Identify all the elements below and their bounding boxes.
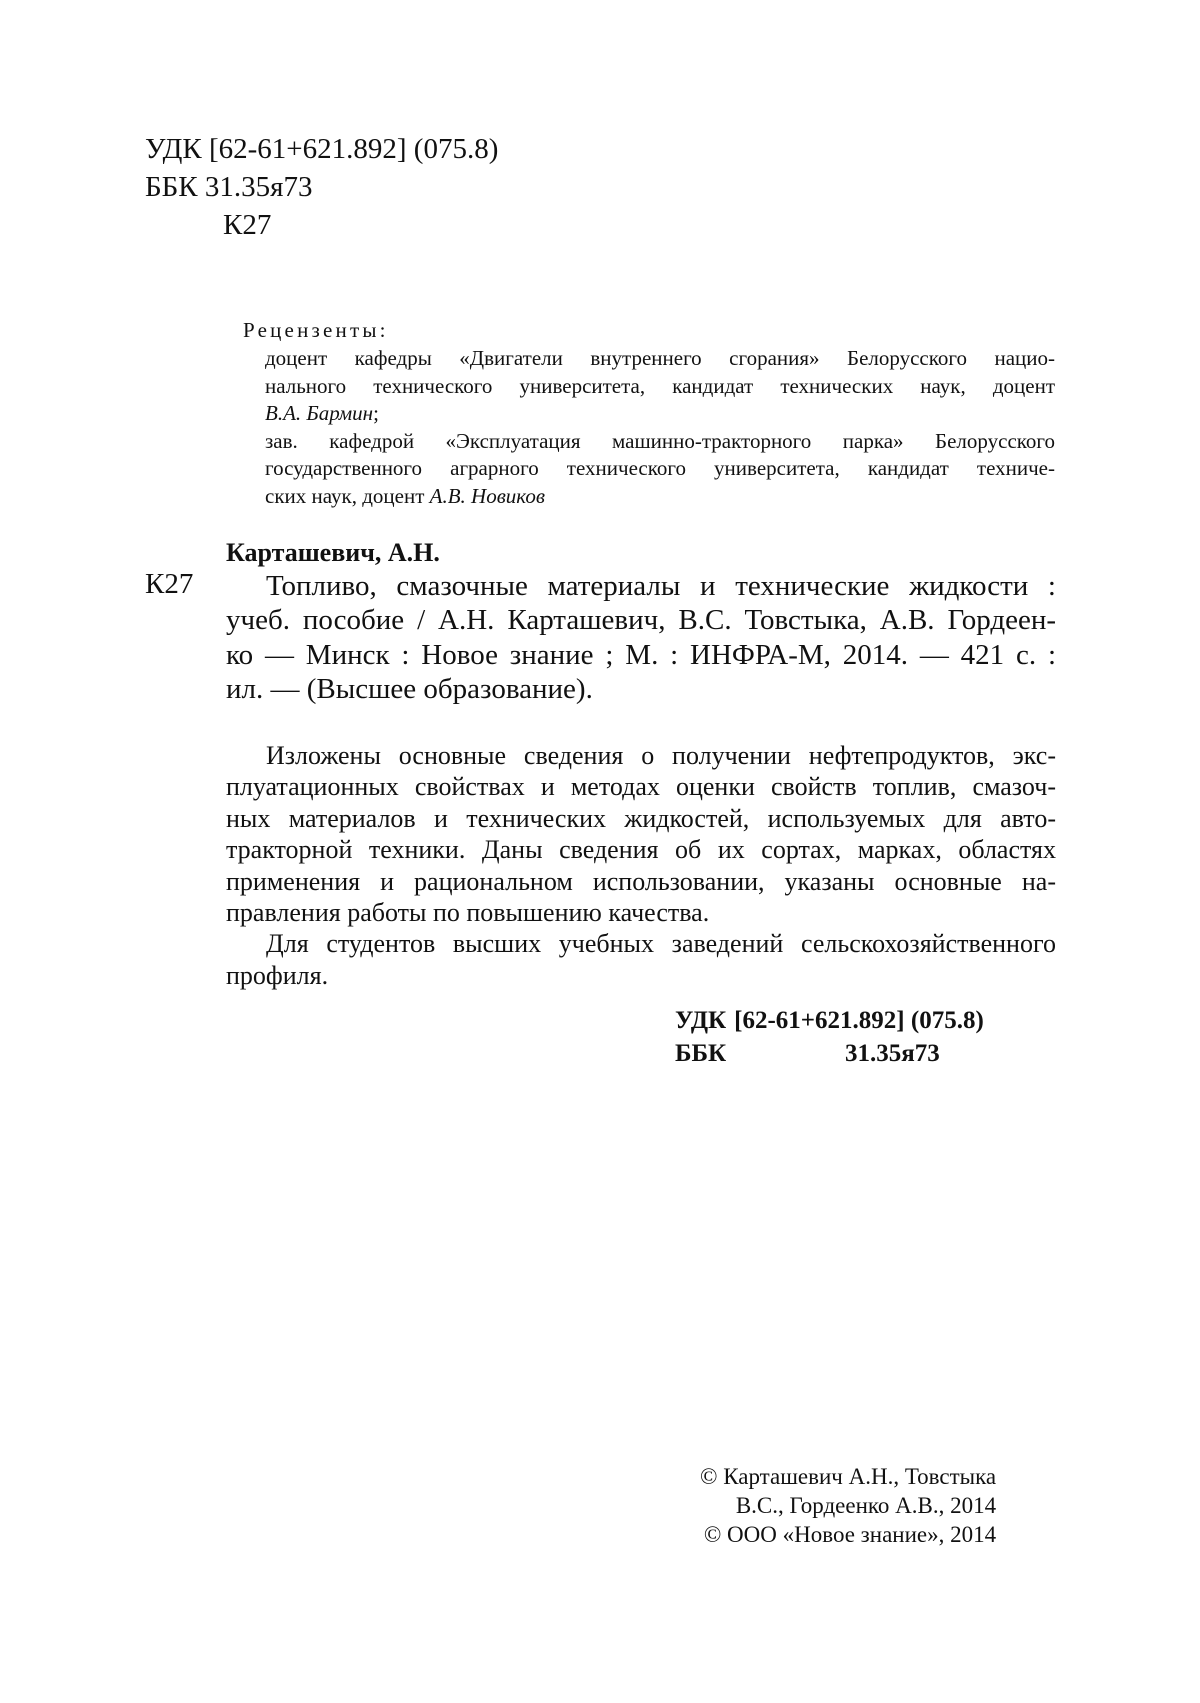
- bib-line: ко — Минск : Новое знание ; М. : ИНФРА-М, 2014. — 421 с. :: [226, 638, 1056, 671]
- reviewer-2-line: государственного аграрного технического университета, кандидат техниче-: [265, 456, 1055, 481]
- reviewer-2-name: А.В. Новиков: [429, 483, 545, 508]
- annotation-line: Для студентов высших учебных заведений сельскохозяйственного: [266, 929, 1056, 959]
- bbk-code: ББК 31.35я73: [145, 171, 313, 203]
- bibliographic-description: [226, 569, 1056, 707]
- author-name: Карташевич, А.Н.: [226, 538, 440, 567]
- copyright-line: © ООО «Новое знание», 2014: [703, 1522, 997, 1547]
- annotation: [226, 740, 1056, 991]
- bib-line: ил. — (Высшее образование).: [226, 673, 593, 706]
- bbk-code: 31.35я73: [845, 1040, 940, 1067]
- reviewer-1-line: нального технического университета, кандидат технических наук, доцент: [265, 373, 1055, 398]
- udk-label: УДК: [675, 1007, 727, 1034]
- author-mark: К27: [223, 209, 272, 241]
- classification-bottom: [675, 1004, 984, 1070]
- reviewer-2-prefix: ских наук, доцент: [265, 483, 430, 508]
- annotation-line: профиля.: [226, 960, 329, 990]
- bbk-label: ББК: [675, 1040, 727, 1067]
- copyright-block: [700, 1462, 996, 1549]
- bib-line: учеб. пособие / А.Н. Карташевич, В.С. Товстыка, А.В. Гордеен-: [226, 604, 1056, 637]
- annotation-line: ных материалов и технических жидкостей, используемых для авто-: [226, 803, 1056, 833]
- reviewer-1-name: В.А. Бармин: [265, 401, 374, 426]
- classification-top: [145, 130, 498, 244]
- udk-row: [675, 1004, 984, 1037]
- copyright-line: © Карташевич А.Н., Товстыка: [700, 1464, 997, 1489]
- udk-code: УДК [62-61+621.892] (075.8): [145, 133, 499, 165]
- reviewers-heading: Рецензенты:: [243, 318, 389, 342]
- annotation-line: тракторной техники. Даны сведения об их сортах, марках, областях: [226, 835, 1056, 865]
- annotation-line: Изложены основные сведения о получении нефтепродуктов, экс-: [266, 741, 1056, 770]
- reviewer-1-line: доцент кафедры «Двигатели внутреннего сгорания» Белорусского нацио-: [265, 346, 1055, 370]
- annotation-line: плуатационных свойствах и методах оценки свойств топлив, смазоч-: [226, 772, 1056, 802]
- author-mark-margin: К27: [145, 568, 194, 600]
- annotation-line: правления работы по повышению качества.: [226, 898, 710, 928]
- reviewers-list: [265, 345, 1055, 511]
- annotation-line: применения и рациональном использовании, указаны основные на-: [226, 866, 1056, 896]
- bbk-row: [675, 1037, 984, 1070]
- reviewer-1-name-line: [265, 400, 1055, 428]
- copyright-line: В.С., Гордеенко А.В., 2014: [735, 1493, 997, 1518]
- reviewer-2-line: зав. кафедрой «Эксплуатация машинно-тракторного парка» Белорусского: [265, 428, 1055, 453]
- bib-line: Топливо, смазочные материалы и технические жидкости :: [266, 570, 1056, 602]
- reviewer-1-suffix: ;: [373, 401, 379, 426]
- reviewer-2-name-line: [265, 483, 1055, 511]
- udk-code: [62-61+621.892] (075.8): [734, 1007, 984, 1034]
